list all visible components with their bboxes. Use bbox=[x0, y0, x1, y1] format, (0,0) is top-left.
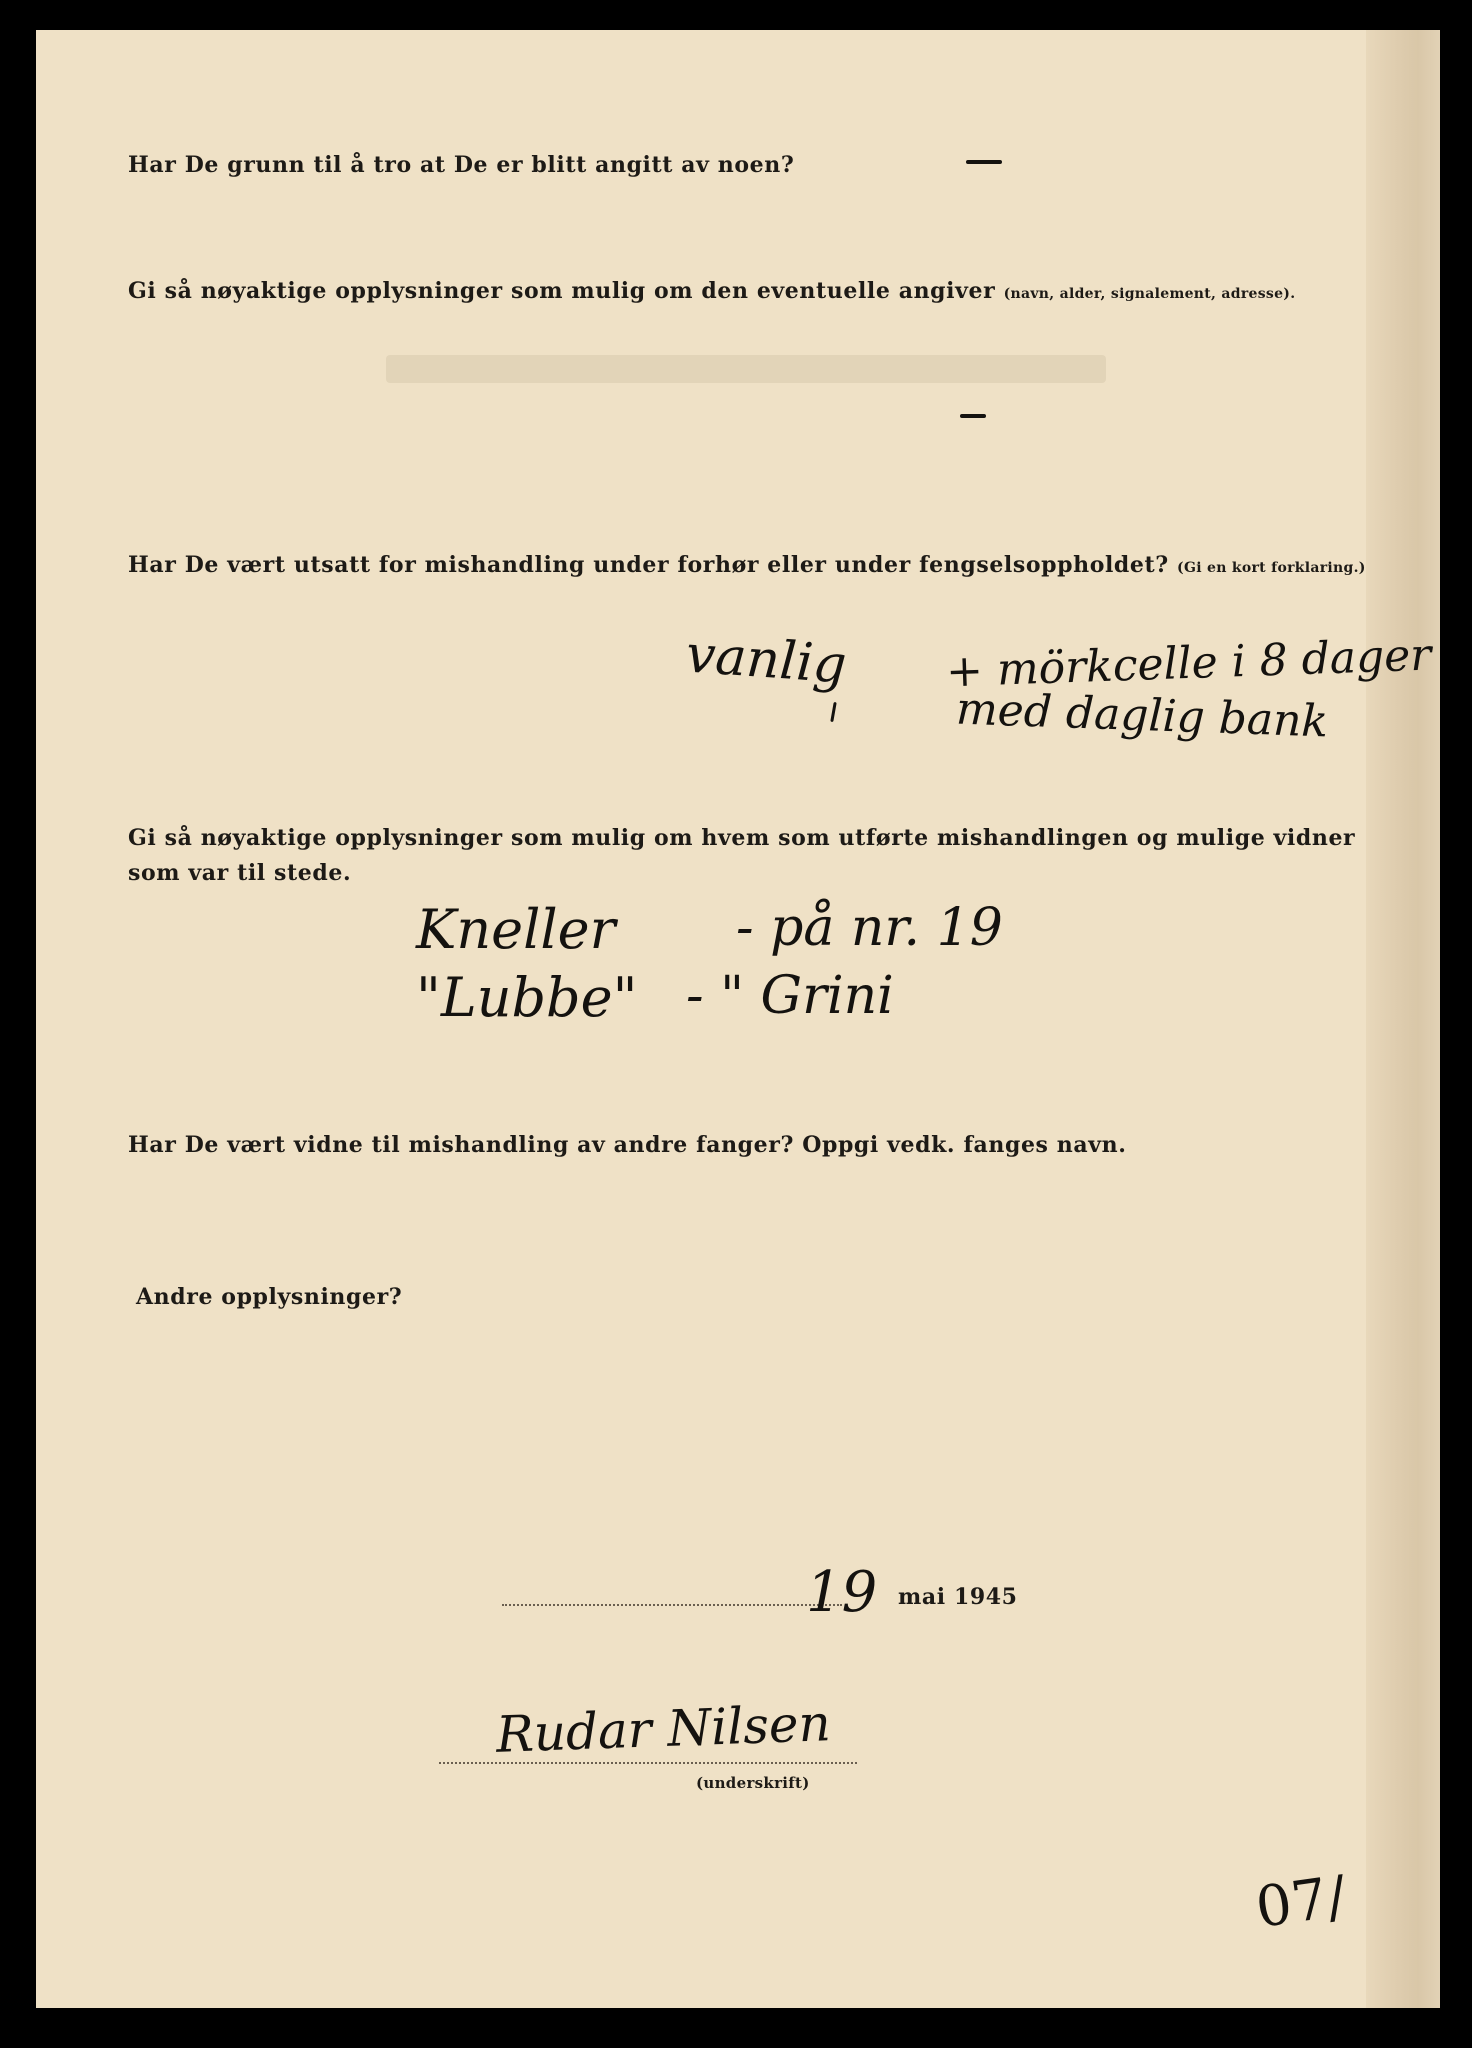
answer-dash-1 bbox=[966, 160, 1002, 164]
question-perpetrators-line1: Gi så nøyaktige opplysninger som mulig om hvem som utførte mishandlingen og mulige vidner bbox=[128, 825, 1356, 851]
date-line bbox=[502, 1604, 842, 1606]
question-denounced: Har De grunn til å tro at De er blitt angitt av noen? bbox=[128, 152, 795, 178]
question-mistreatment-note: (Gi en kort forklaring.) bbox=[1177, 560, 1366, 576]
date-day-handwritten: 19 bbox=[806, 1560, 878, 1625]
page-edge-shadow bbox=[1366, 30, 1440, 2008]
answer-perpetrator-1-place: - på nr. 19 bbox=[736, 898, 1003, 958]
question-informer-main: Gi så nøyaktige opplysninger som mulig om den eventuelle angiver bbox=[128, 278, 996, 304]
question-informer-note: (navn, alder, signalement, adresse). bbox=[1003, 286, 1296, 302]
question-witnessed: Har De vært vidne til mishandling av andre fanger? Oppgi vedk. fanges navn. bbox=[128, 1132, 1127, 1158]
bleed-through-text bbox=[386, 355, 1106, 383]
answer-perpetrator-1-name: Kneller bbox=[416, 898, 616, 961]
signature: Rudar Nilsen bbox=[495, 1694, 832, 1764]
question-mistreatment bbox=[128, 552, 1366, 578]
answer-perpetrator-2-place: - " Grini bbox=[686, 966, 894, 1026]
signature-caption: (underskrift) bbox=[696, 1774, 810, 1792]
question-mistreatment-main: Har De vært utsatt for mishandling under forhør eller under fengselsoppholdet? bbox=[128, 552, 1169, 578]
question-informer-details bbox=[128, 278, 1295, 304]
answer-mistreatment-left: vanlig bbox=[684, 624, 849, 696]
question-perpetrators-line2: som var til stede. bbox=[128, 860, 352, 886]
handwritten-stroke bbox=[830, 702, 836, 722]
date-printed: mai 1945 bbox=[898, 1584, 1018, 1610]
question-other-info: Andre opplysninger? bbox=[136, 1284, 403, 1310]
answer-mistreatment-right: + mörkcelle i 8 dager bbox=[945, 629, 1433, 698]
archive-mark: 07/ bbox=[1251, 1864, 1351, 1941]
answer-perpetrator-2-name: "Lubbe" bbox=[416, 966, 638, 1029]
answer-mistreatment-line2: med daglig bank bbox=[955, 683, 1329, 748]
answer-dash-2 bbox=[960, 414, 986, 418]
document-page bbox=[36, 30, 1440, 2008]
